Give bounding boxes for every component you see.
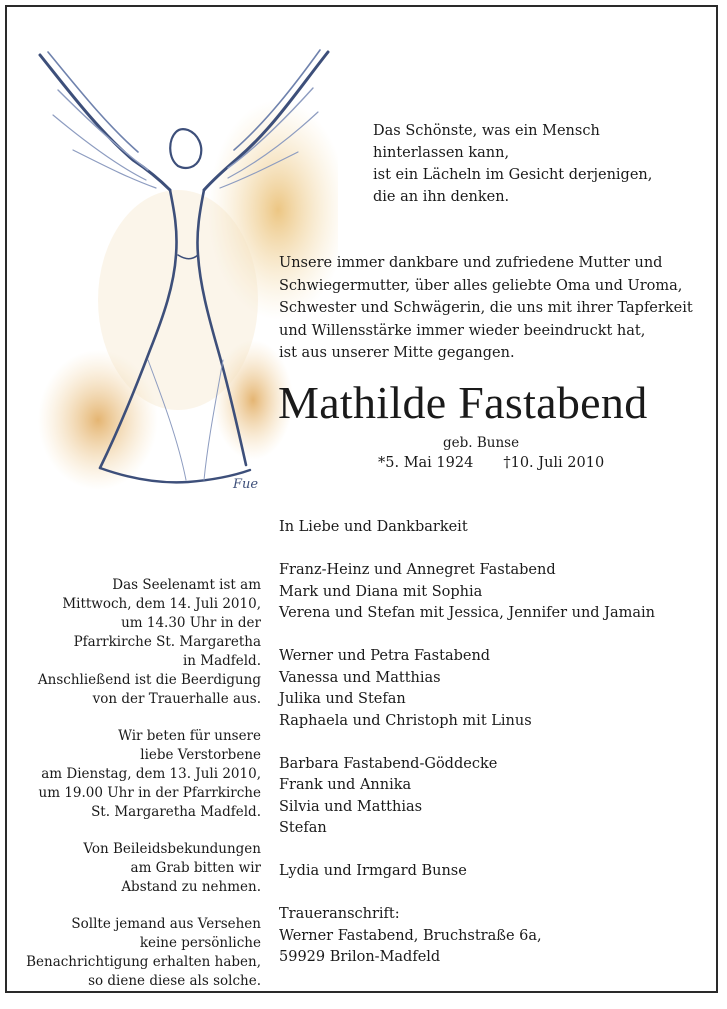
mourner-line: Vanessa und Matthias (279, 669, 441, 686)
service-line: Sollte jemand aus Versehen (71, 916, 261, 932)
service-line: keine persönliche (139, 935, 261, 951)
service-line: Pfarrkirche St. Margaretha (73, 634, 261, 650)
life-dates (378, 455, 604, 471)
service-line: Mittwoch, dem 14. Juli 2010, (62, 596, 261, 612)
service-line: Von Beileidsbekundungen (83, 841, 261, 857)
artist-signature: Fue (233, 477, 259, 492)
service-line: St. Margaretha Madfeld. (91, 804, 261, 820)
intro-line: Unsere immer dankbare und zufriedene Mutter und (279, 255, 663, 271)
requiem-block (21, 576, 261, 709)
service-info (21, 576, 261, 1009)
death-date: †10. Juli 2010 (503, 455, 605, 471)
intro-line: und Willensstärke immer wieder beeindruckt hat, (279, 322, 646, 339)
address-line: Traueranschrift: (279, 906, 400, 922)
service-line: Abstand zu nehmen. (121, 879, 261, 895)
service-line: Wir beten für unsere (118, 728, 261, 744)
mourning-address (279, 904, 699, 969)
mourner-line: Julika und Stefan (279, 691, 406, 707)
deceased-name: Mathilde Fastabend (278, 377, 648, 428)
address-line: 59929 Brilon-Madfeld (279, 949, 441, 965)
intro-line: ist aus unserer Mitte gegangen. (279, 345, 515, 361)
service-line: in Madfeld. (182, 653, 261, 669)
mourner-line: Lydia und Irmgard Bunse (279, 863, 467, 879)
mourner-line: Barbara Fastabend-Göddecke (279, 755, 498, 772)
service-line: am Grab bitten wir (130, 860, 261, 876)
intro-paragraph (279, 252, 699, 365)
mourner-line: Werner und Petra Fastabend (279, 648, 491, 664)
intro-line: Schwester und Schwägerin, die uns mit ihrer Tapferkeit (279, 300, 693, 316)
service-line: um 14.30 Uhr in der (121, 615, 261, 631)
mourners-list (279, 517, 699, 990)
service-line: liebe Verstorbene (140, 747, 261, 763)
address-line: Werner Fastabend, Bruchstraße 6a, (279, 927, 542, 944)
condolence-block (21, 840, 261, 897)
service-line: um 19.00 Uhr in der Pfarrkirche (38, 785, 261, 801)
mourner-line: Frank und Annika (279, 777, 412, 793)
family-group (279, 646, 699, 732)
service-line: Das Seelenamt ist am (112, 577, 261, 593)
service-line: Anschließend ist die Beerdigung (37, 672, 261, 688)
family-group (279, 560, 699, 625)
quote-line: ist ein Lächeln im Gesicht derjenigen, (373, 167, 653, 183)
dedication (279, 517, 699, 539)
mourner-line: Stefan (279, 820, 327, 836)
mourner-line: In Liebe und Dankbarkeit (279, 519, 468, 535)
mourner-line: Franz-Heinz und Annegret Fastabend (279, 562, 556, 578)
quote-line: die an ihn denken. (373, 189, 510, 205)
mourner-line: Silvia und Matthias (279, 798, 423, 815)
birth-name: geb. Bunse (443, 435, 520, 451)
mourner-line: Verena und Stefan mit Jessica, Jennifer und Jamain (279, 605, 656, 621)
service-line: Benachrichtigung erhalten haben, (26, 954, 261, 970)
prayer-block (21, 727, 261, 822)
opening-quote (373, 120, 693, 208)
quote-line: Das Schönste, was ein Mensch (373, 123, 600, 139)
service-line: am Dienstag, dem 13. Juli 2010, (41, 766, 261, 782)
intro-line: Schwiegermutter, über alles geliebte Oma und Uroma, (279, 277, 683, 294)
family-group (279, 754, 699, 840)
mourner-line: Raphaela und Christoph mit Linus (279, 712, 532, 729)
service-line: so diene diese als solche. (88, 973, 261, 989)
family-group (279, 861, 699, 883)
notification-block (21, 915, 261, 991)
birth-date: *5. Mai 1924 (378, 455, 474, 471)
service-line: von der Trauerhalle aus. (92, 691, 261, 707)
mourner-line: Mark und Diana mit Sophia (279, 583, 483, 600)
quote-line: hinterlassen kann, (373, 145, 510, 161)
